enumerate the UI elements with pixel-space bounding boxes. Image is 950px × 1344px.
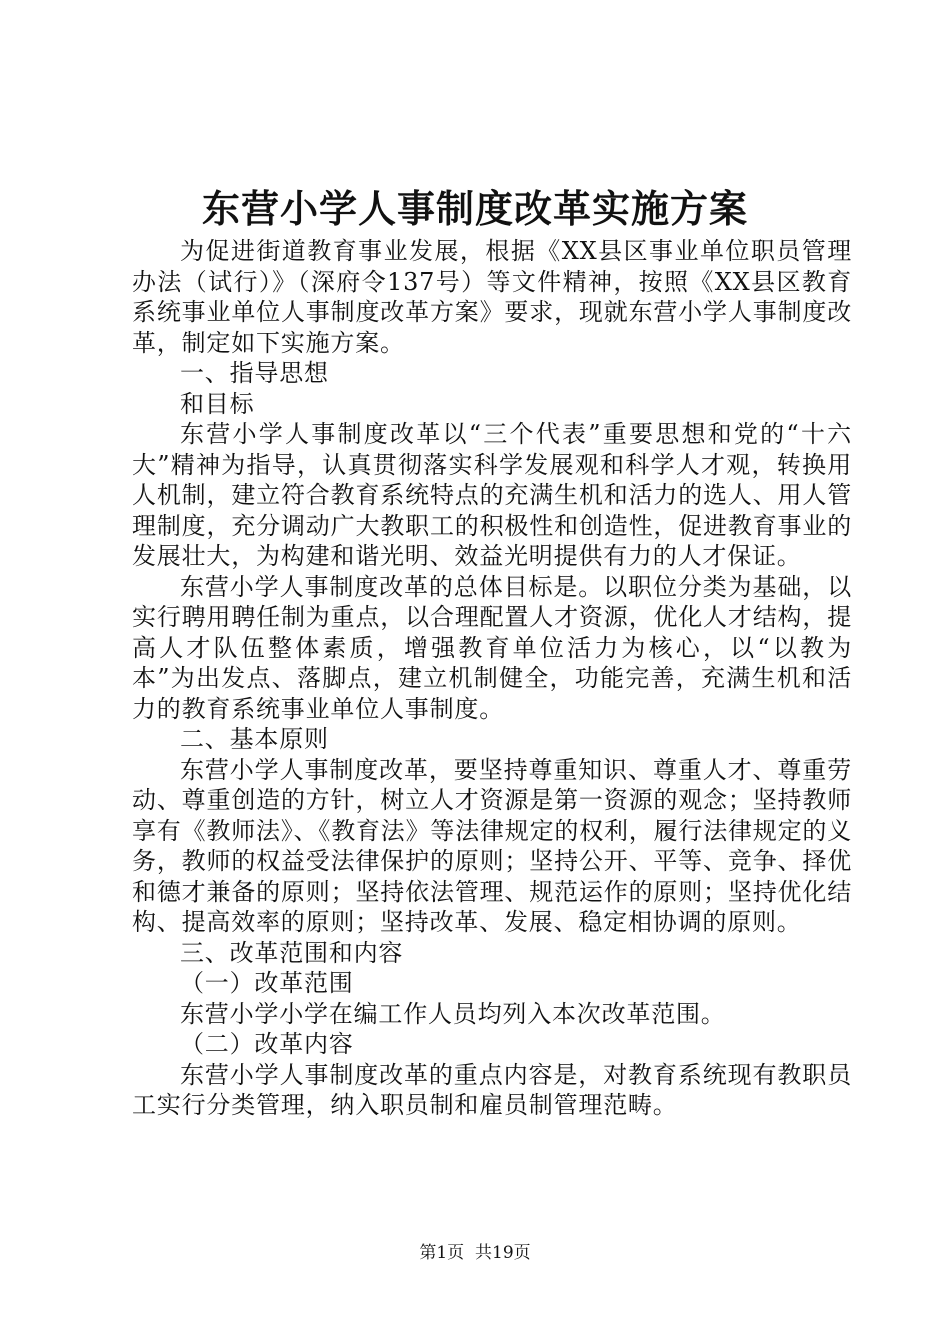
paragraph-content: 东营小学人事制度改革的重点内容是，对教育系统现有教职员工实行分类管理，纳入职员制和雇员制管理范畴。 <box>132 1060 852 1119</box>
paragraph-principles: 东营小学人事制度改革，要坚持尊重知识、尊重人才、尊重劳动、尊重创造的方针，树立人才资源是第一资源的观念；坚持教师享有《教师法》、《教育法》等法律规定的权利，履行法律规定的义务，教师的权益受法律保护的原则；坚持公开、平等、竞争、择优和德才兼备的原则；坚持依法管理、规范运作的原则；坚持优化结构、提高效率的原则；坚持改革、发展、稳定相协调的原则。 <box>132 755 852 936</box>
document-title: 东营小学人事制度改革实施方案 <box>201 187 748 231</box>
paragraph-overall-goal: 东营小学人事制度改革的总体目标是。以职位分类为基础，以实行聘用聘任制为重点，以合理配置人才资源，优化人才结构，提高人才队伍整体素质，增强教育单位活力为核心，以“以教为本”为出发点、落脚点，建立机制健全，功能完善，充满生机和活力的教育系统事业单位人事制度。 <box>132 572 852 723</box>
paragraph-scope: 东营小学小学在编工作人员均列入本次改革范围。 <box>180 999 726 1028</box>
section-heading-guiding-thought: 一、指导思想 <box>180 359 329 387</box>
section-heading-principles: 二、基本原则 <box>180 725 329 753</box>
page-footer <box>0 1241 950 1265</box>
paragraph-guiding-thought: 东营小学人事制度改革以“三个代表”重要思想和党的“十六大”精神为指导，认真贯彻落实科学发展观和科学人才观，转换用人机制，建立符合教育系统特点的充满生机和活力的选人、用人管理制度，充分调动广大教职工的积极性和创造性，促进教育事业的发展壮大，为构建和谐光明、效益光明提供有力的人才保证。 <box>132 420 852 570</box>
page-total: 共19页 <box>475 1243 531 1263</box>
section-heading-scope-content: 三、改革范围和内容 <box>180 938 404 967</box>
section-heading-goals: 和目标 <box>180 389 255 418</box>
document-body <box>132 236 852 1121</box>
subsection-heading-content: （二）改革内容 <box>180 1030 354 1058</box>
subsection-heading-scope: （一）改革范围 <box>180 969 354 997</box>
paragraph-intro: 为促进街道教育事业发展，根据《XX县区事业单位职员管理办法（试行）》（深府令137号）等文件精神，按照《XX县区教育系统事业单位人事制度改革方案》要求，现就东营小学人事制度改革，制定如下实施方案。 <box>132 237 852 357</box>
page-number: 第1页 <box>419 1243 465 1263</box>
